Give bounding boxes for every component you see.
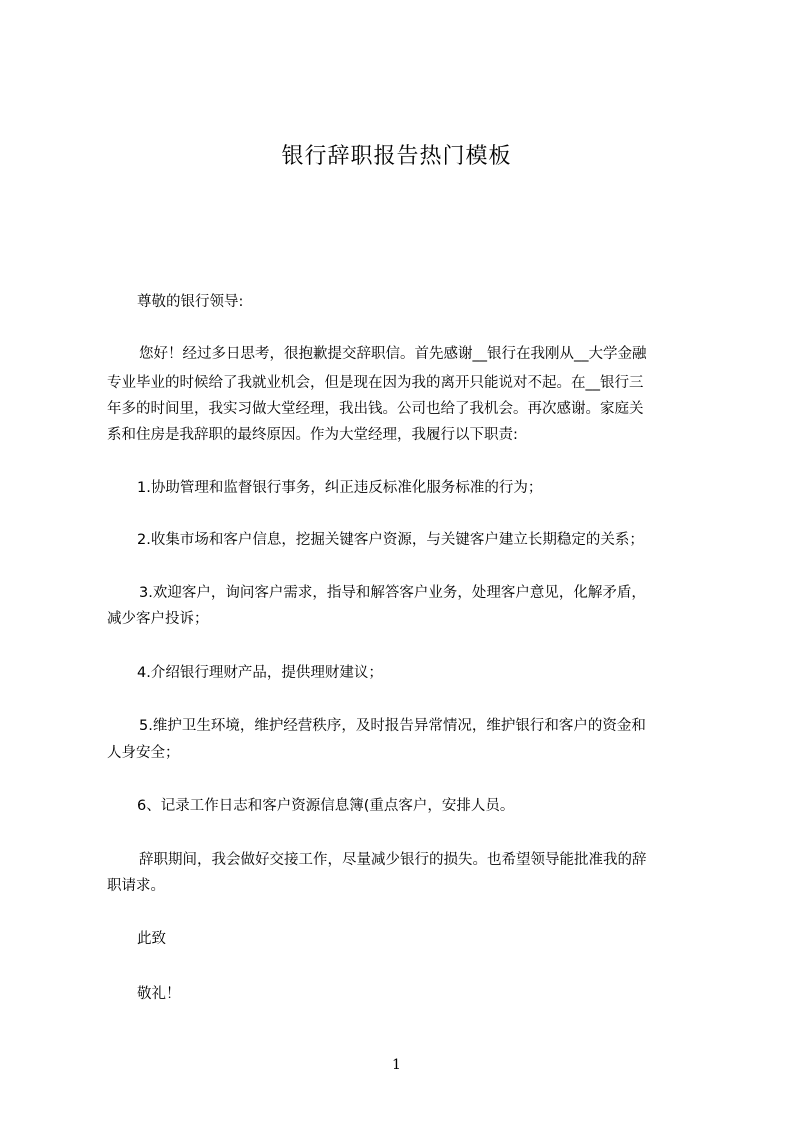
paragraph-line: 您好！经过多日思考，很抱歉提交辞职信。首先感谢__银行在我刚从__大学金融 [139,346,647,362]
closing-jingli: 敬礼！ [137,986,181,1002]
paragraph-line: 系和住房是我辞职的最终原因。作为大堂经理，我履行以下职责: [107,427,518,443]
duty-item-continued: 减少客户投诉； [107,611,209,627]
page-number: 1 [392,1057,401,1073]
duty-item: 3.欢迎客户，询问客户需求，指导和解答客户业务，处理客户意见，化解矛盾， [139,585,646,601]
duty-item: 1.协助管理和监督银行事务，纠正违反标准化服务标准的行为； [137,480,543,496]
paragraph-line: 专业毕业的时候给了我就业机会，但是现在因为我的离开只能说对不起。在__银行三 [107,375,644,391]
duty-item: 6、记录工作日志和客户资源信息簿(重点客户，安排人员。 [137,798,515,814]
duty-item: 4.介绍银行理财产品，提供理财建议； [137,665,383,681]
paragraph-line: 辞职期间，我会做好交接工作，尽量减少银行的损失。也希望领导能批准我的辞 [139,852,647,868]
duty-item: 5.维护卫生环境，维护经营秩序，及时报告异常情况，维护银行和客户的资金和 [139,718,646,734]
paragraph-line: 年多的时间里，我实习做大堂经理，我出钱。公司也给了我机会。再次感谢。家庭关 [107,401,644,417]
duty-item-continued: 人身安全； [107,745,180,761]
duty-item: 2.收集市场和客户信息，挖掘关键客户资源，与关键客户建立长期稳定的关系； [137,532,644,548]
salutation: 尊敬的银行领导: [137,294,244,310]
closing-cizhi: 此致 [137,931,166,947]
paragraph-line: 职请求。 [107,878,165,894]
page-title: 银行辞职报告热门模板 [281,144,512,169]
